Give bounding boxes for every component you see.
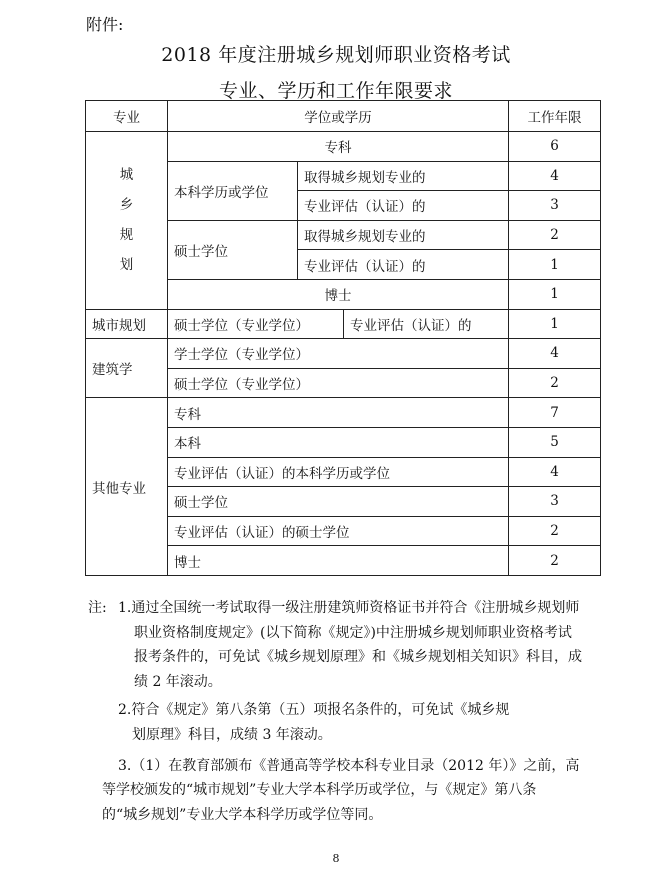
table-row [86, 132, 601, 162]
major-char: 划 [119, 257, 134, 274]
degree-cell: 学士学位（专业学位） [168, 339, 509, 369]
years-cell: 5 [509, 427, 601, 457]
major-other: 其他专业 [86, 398, 168, 576]
years-cell: 4 [509, 457, 601, 487]
degree-cell: 硕士学位 [168, 487, 509, 517]
degree-cell: 专业评估（认证）的硕士学位 [168, 516, 509, 546]
degree-cell: 本科 [168, 427, 509, 457]
degree-cell: 硕士学位（专业学位） [168, 309, 344, 339]
major-urban-rural-planning [86, 132, 168, 310]
degree-cell: 专科 [168, 132, 509, 162]
years-cell: 2 [509, 220, 601, 250]
note-line: 的“城乡规划”专业大学本科学历或学位等同。 [102, 806, 383, 823]
note-1 [88, 596, 582, 694]
header-years: 工作年限 [509, 101, 601, 132]
note-line: 报考条件的，可免试《城乡规划原理》和《城乡规划相关知识》科目，成 [134, 649, 582, 666]
major-char: 城 [119, 167, 134, 184]
years-cell: 1 [509, 250, 601, 280]
note-line: 划原理》科目，成绩 3 年滚动。 [132, 726, 332, 743]
degree-cell: 博士 [168, 546, 509, 576]
header-major: 专业 [86, 101, 168, 132]
degree-cell: 专业评估（认证）的本科学历或学位 [168, 457, 509, 487]
condition-cell: 专业评估（认证）的 [298, 191, 509, 221]
years-cell: 4 [509, 339, 601, 369]
major-char: 规 [119, 227, 134, 244]
years-cell: 6 [509, 132, 601, 162]
years-cell: 2 [509, 368, 601, 398]
note-line: 1.通过全国统一考试取得一级注册建筑师资格证书并符合《注册城乡规划师 [118, 600, 580, 616]
years-cell: 7 [509, 398, 601, 428]
note-line: 等学校颁发的“城市规划”专业大学本科学历或学位，与《规定》第八条 [102, 782, 537, 799]
requirements-table [85, 100, 601, 576]
table-header-row [86, 101, 601, 132]
years-cell: 2 [509, 546, 601, 576]
note-line: 2.符合《规定》第八条第（五）项报名条件的，可免试《城乡规 [118, 702, 510, 719]
note-2 [88, 698, 582, 747]
note-line: 职业资格制度规定》(以下简称《规定》)中注册城乡规划师职业资格考试 [134, 624, 572, 641]
attachment-label: 附件: [86, 15, 124, 34]
major-architecture: 建筑学 [86, 339, 168, 398]
notes-prefix: 注: [88, 600, 107, 616]
condition-cell: 专业评估（认证）的 [344, 309, 509, 339]
document-subtitle: 专业、学历和工作年限要求 [218, 80, 453, 102]
table-row [86, 309, 601, 339]
condition-cell: 取得城乡规划专业的 [298, 161, 509, 191]
document-title: 2018 年度注册城乡规划师职业资格考试 [161, 44, 511, 66]
degree-master-label: 硕士学位 [168, 220, 298, 279]
years-cell: 1 [509, 279, 601, 309]
header-degree: 学位或学历 [168, 101, 509, 132]
note-line: 3.（1）在教育部颁布《普通高等学校本科专业目录（2012 年）》之前，高 [118, 757, 580, 774]
years-cell: 2 [509, 516, 601, 546]
years-cell: 3 [509, 191, 601, 221]
condition-cell: 取得城乡规划专业的 [298, 220, 509, 250]
years-cell: 3 [509, 487, 601, 517]
table-row [86, 339, 601, 369]
degree-cell: 硕士学位（专业学位） [168, 368, 509, 398]
years-cell: 4 [509, 161, 601, 191]
table-row [86, 398, 601, 428]
note-line: 绩 2 年滚动。 [134, 673, 222, 690]
degree-cell: 专科 [168, 398, 509, 428]
degree-bachelor-label: 本科学历或学位 [168, 161, 298, 220]
years-cell: 1 [509, 309, 601, 339]
major-char: 乡 [119, 197, 134, 214]
notes-section [88, 596, 582, 827]
degree-cell: 博士 [168, 279, 509, 309]
page-number: 8 [332, 852, 340, 865]
major-city-planning: 城市规划 [86, 309, 168, 339]
note-3 [88, 754, 582, 828]
condition-cell: 专业评估（认证）的 [298, 250, 509, 280]
